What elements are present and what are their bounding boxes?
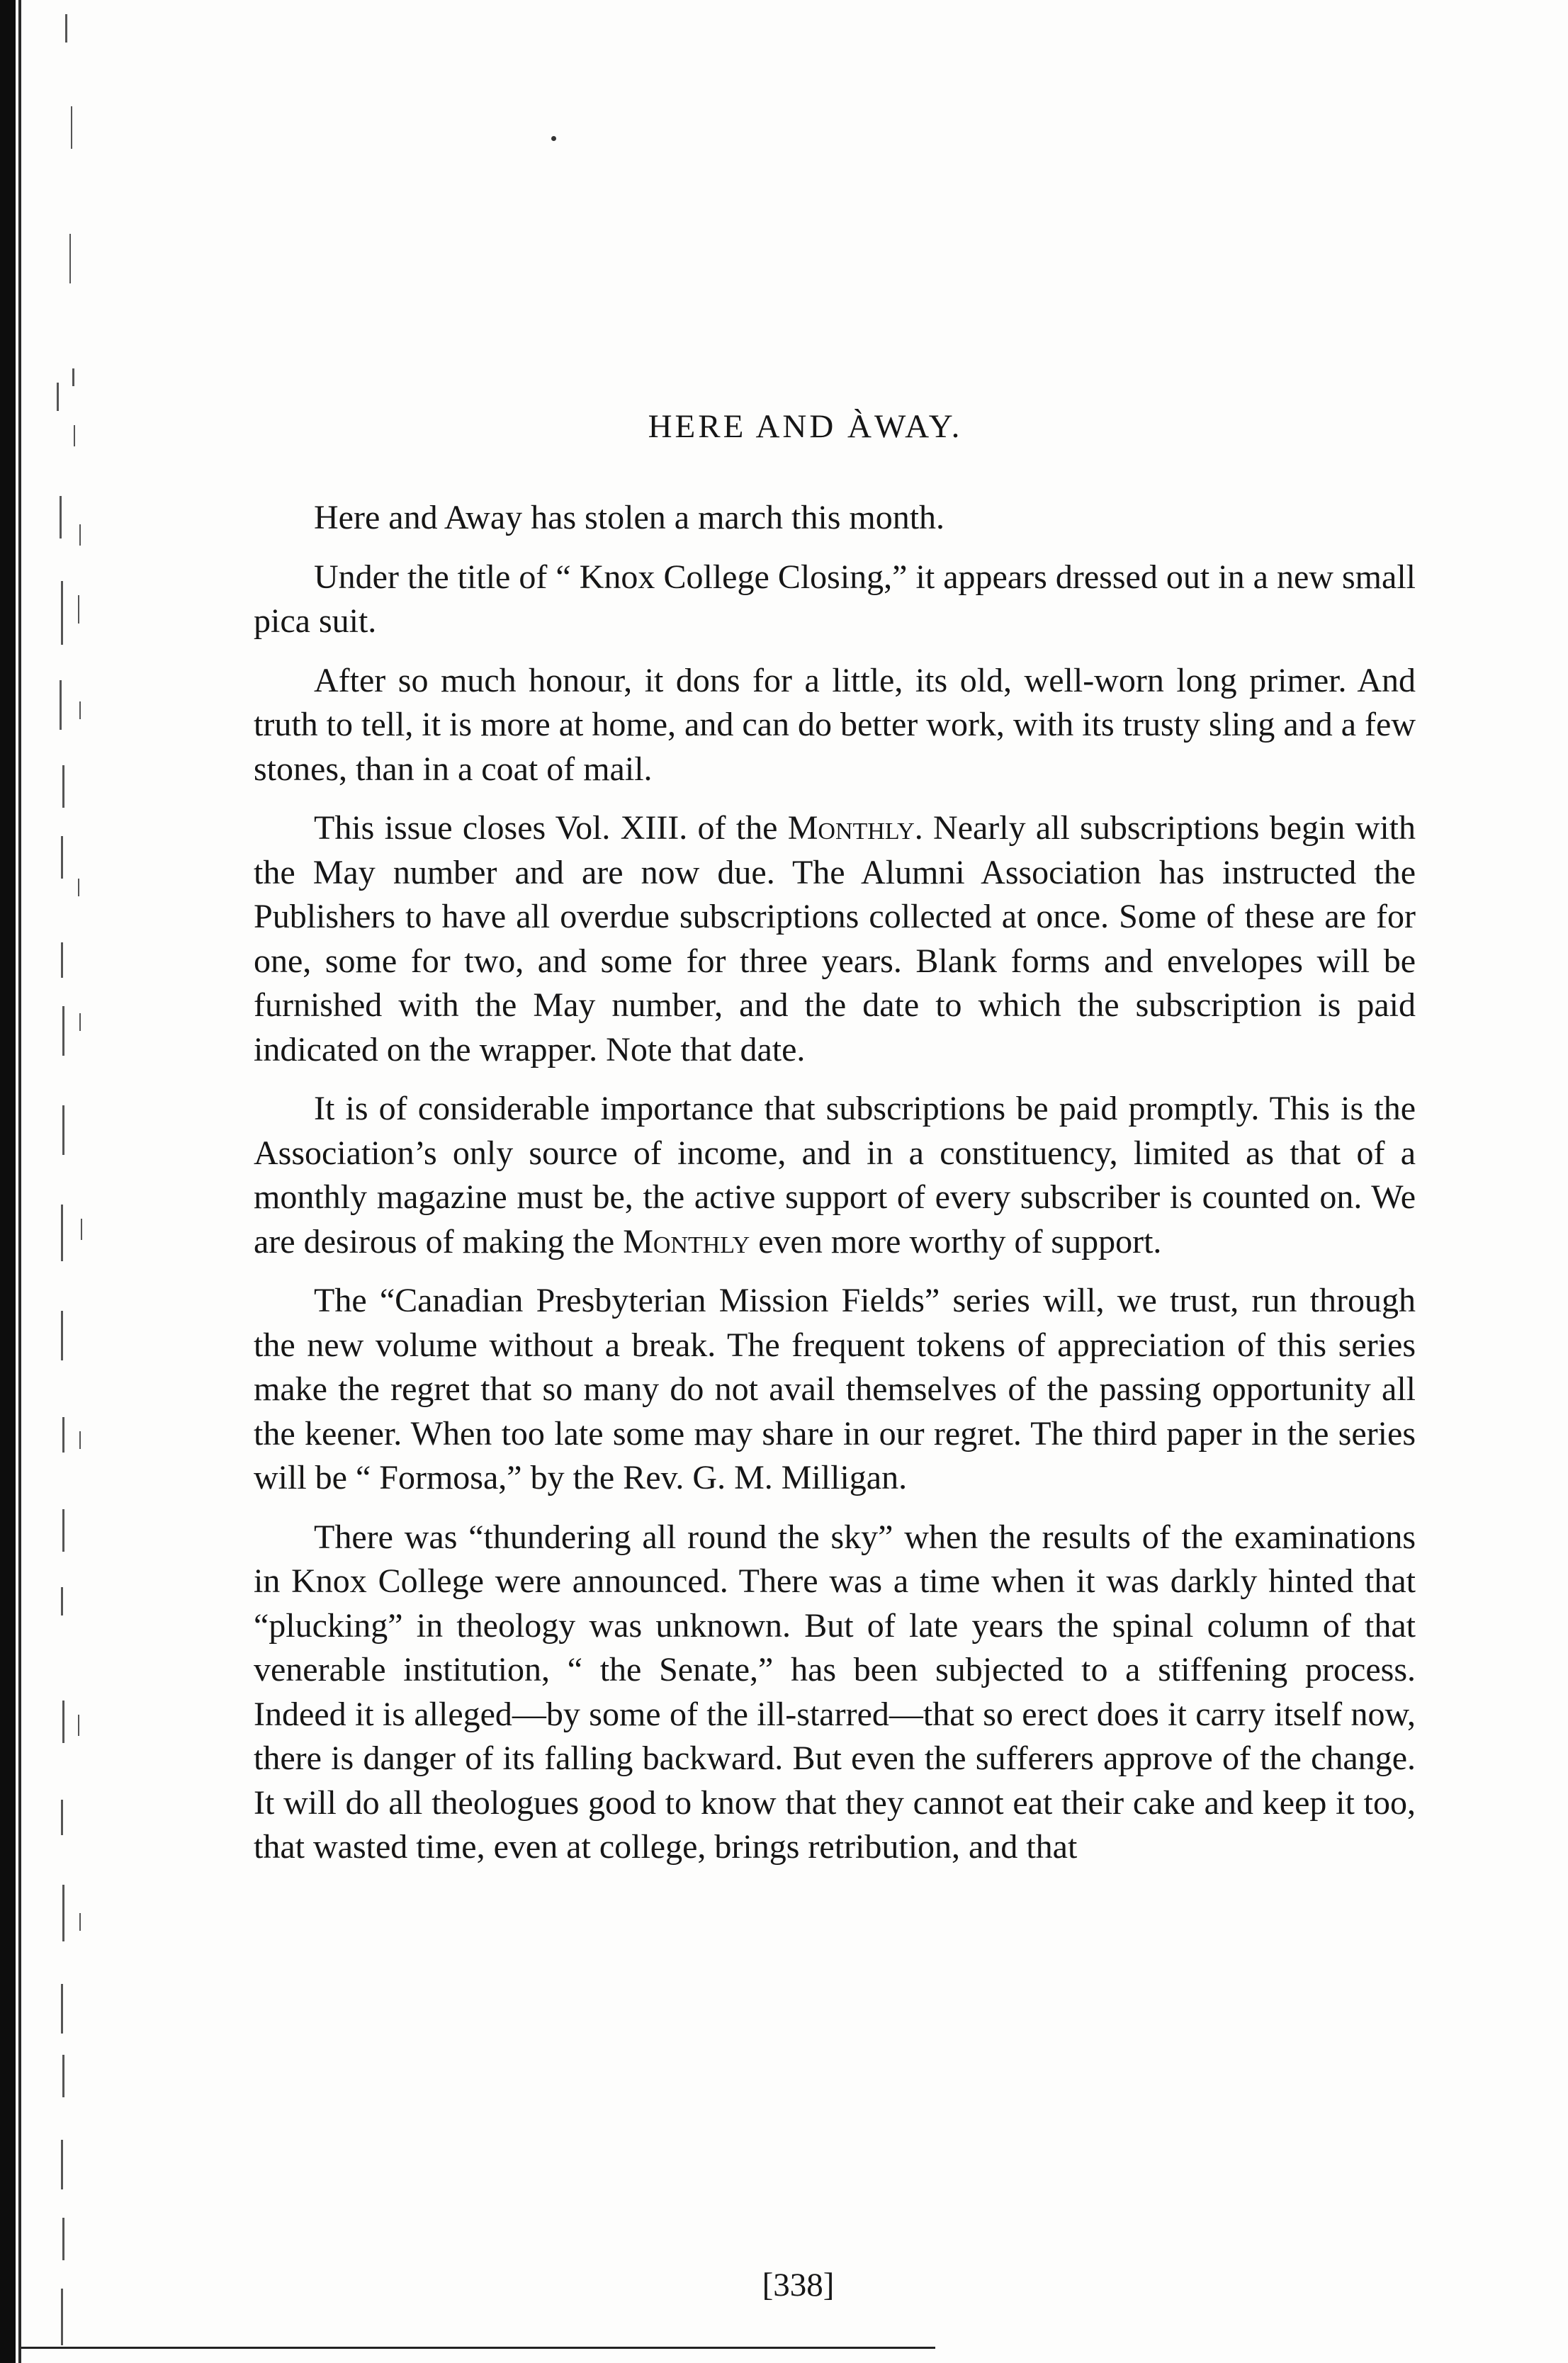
article-body [254,496,1416,1885]
paragraph-6: The “Canadian Presbyterian Mission Fields” series will, we trust, run through the new volume without a break. The frequent tokens of appreciation of this series make the regret that so many do not avail themselves of the passing opportunity all the keener. When too late some may share in our regret. The third paper in the series will be “ Formosa,” by the Rev. G. M. Milligan. [254,1282,1416,1496]
bottom-rule [21,2347,935,2349]
margin-specks [28,0,106,2363]
stray-dot [551,136,556,141]
paragraph-5 [254,1087,1416,1264]
paragraph-2: Under the title of “ Knox College Closing,” it appears dressed out in a new small pica suit. [254,558,1416,640]
paragraph-3: After so much honour, it dons for a little, its old, well-worn long primer. And truth to tell, it is more at home, and can do better work, with its trusty sling and a few stones, than in a coat of mail. [254,661,1416,788]
page-number: [338] [762,2267,835,2303]
paragraph-4-part-2: . Nearly all subscriptions begin with the May number and are now due. The Alumni Association has instructed the Publishers to have all overdue subscriptions collected at once. Some of these are for one, some for two, and some for three years. Blank forms and envelopes will be furnished with the May number, and the date to which the subscription is paid indicated on the wrapper. Note that date. [254,809,1416,1068]
monthly-title: Monthly [787,809,915,847]
binding-edge-shadow [18,0,21,2363]
paragraph-5-part-1: It is of considerable importance that subscriptions be paid promptly. This is the Association’s only source of income, and in a constituency, limited as that of a monthly magazine must be, the active support of every subscriber is counted on. We are desirous of making the [254,1090,1416,1261]
paragraph-4 [254,806,1416,1072]
paragraph-1: Here and Away has stolen a march this month. [314,499,945,536]
binding-edge [0,0,16,2363]
page-heading: HERE AND ÀWAY. [648,408,963,445]
paragraph-5-part-2: even more worthy of support. [750,1222,1162,1261]
paragraph-7: There was “thundering all round the sky” when the results of the examinations in Knox College were announced. There was a time when it was darkly hinted that “plucking” in theology was unknown. But of late years the spinal column of that venerable institution, “ the Senate,” has been subjected to a stiffening process. Indeed it is alleged—by some of the ill-starred—that so erect does it carry itself now, there is danger of its falling backward. But even the sufferers approve of the change. It will do all theologues good to know that they cannot eat their cake and keep it too, that wasted time, even at college, brings retribution, and that [254,1518,1416,1866]
monthly-title: Monthly [623,1222,750,1261]
paragraph-4-part-1: This issue closes Vol. XIII. of the [314,809,788,847]
